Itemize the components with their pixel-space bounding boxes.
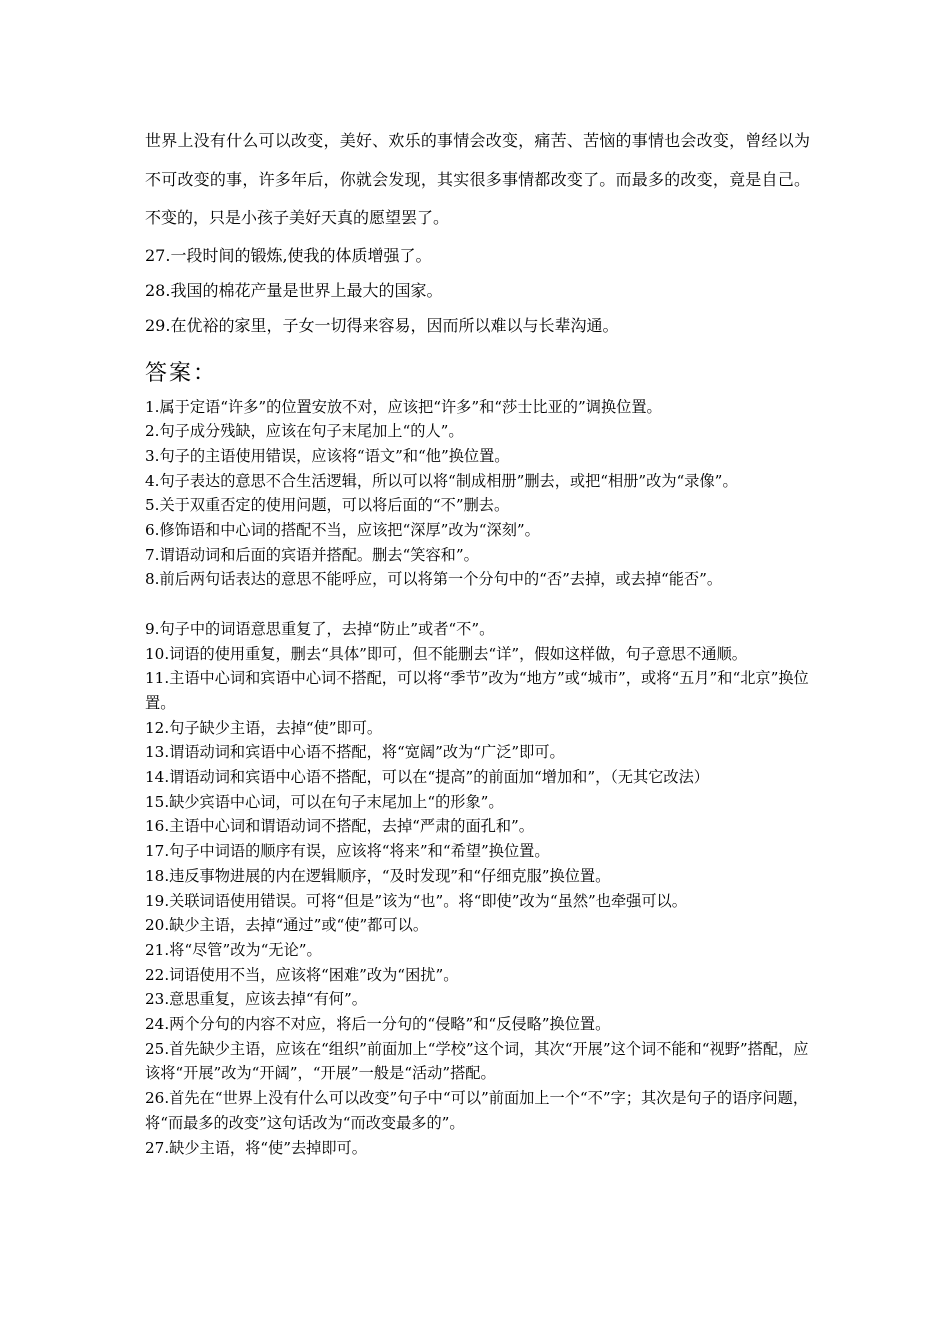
answer-item: 27.缺少主语，将“使”去掉即可。 xyxy=(145,1138,367,1157)
answer-item: 11.主语中心词和宾语中心词不搭配，可以将“季节”改为“地方”或“城市”，或将“五月”和“北京”换位置。 xyxy=(145,669,809,712)
intro-section xyxy=(145,122,810,238)
answer-item: 7.谓语动词和后面的宾语并搭配。删去“笑容和”。 xyxy=(145,545,479,564)
answer-item: 20.缺少主语，去掉“通过”或“使”都可以。 xyxy=(145,916,429,935)
answer-item: 22.词语使用不当，应该将“困难”改为“困扰”。 xyxy=(145,965,459,984)
answer-item: 6.修饰语和中心词的搭配不当，应该把“深厚”改为“深刻”。 xyxy=(145,521,540,540)
answer-item: 26.首先在“世界上没有什么可以改变”句子中“可以”前面加上一个“不”字；其次是句子的语序问题，将“而最多的改变”这句话改为“而改变最多的”。 xyxy=(145,1089,809,1132)
questions-list xyxy=(145,238,810,343)
answer-item: 5.关于双重否定的使用问题，可以将后面的“不”删去。 xyxy=(145,496,510,515)
answer-item: 13.谓语动词和宾语中心语不搭配，将“宽阔”改为“广泛”即可。 xyxy=(145,743,565,762)
answers-list xyxy=(145,395,810,1161)
answer-item: 2.句子成分残缺，应该在句子末尾加上“的人”。 xyxy=(145,422,464,441)
answer-item: 18.违反事物进展的内在逻辑顺序，“及时发现”和“仔细克服”换位置。 xyxy=(145,866,611,885)
answer-heading: 答案： xyxy=(145,360,218,386)
answer-item: 24.两个分句的内容不对应，将后一分句的“侵略”和“反侵略”换位置。 xyxy=(145,1015,611,1034)
answer-item: 4.句子表达的意思不合生活逻辑，所以可以将“制成相册”删去，或把“相册”改为“录像”。 xyxy=(145,471,738,490)
answer-item: 10.词语的使用重复，删去“具体”即可，但不能删去“详”，假如这样做，句子意思不通顺。 xyxy=(145,644,747,663)
paragraph-gap xyxy=(145,592,810,617)
answer-item: 12.句子缺少主语，去掉“使”即可。 xyxy=(145,718,383,737)
question-item: 29.在优裕的家里，子女一切得来容易，因而所以难以与长辈沟通。 xyxy=(145,315,619,335)
answer-item: 3.句子的主语使用错误，应该将“语文”和“他”换位置。 xyxy=(145,446,510,465)
intro-paragraph: 世界上没有什么可以改变，美好、欢乐的事情会改变，痛苦、苦恼的事情也会改变，曾经以为不可改变的事，许多年后，你就会发现，其实很多事情都改变了。而最多的改变，竟是自己。不变的，只是小孩子美好天真的愿望罢了。 xyxy=(145,131,810,227)
answer-item: 17.句子中词语的顺序有误，应该将“将来”和“希望”换位置。 xyxy=(145,842,550,861)
answer-item: 15.缺少宾语中心词，可以在句子末尾加上“的形象”。 xyxy=(145,792,504,811)
answer-item: 14.谓语动词和宾语中心语不搭配，可以在“提高”的前面加“增加和”，（无其它改法） xyxy=(145,768,709,787)
document-page xyxy=(145,122,810,1160)
question-item: 27.一段时间的锻炼,使我的体质增强了。 xyxy=(145,245,432,265)
question-item: 28.我国的棉花产量是世界上最大的国家。 xyxy=(145,280,443,300)
answer-item: 23.意思重复，应该去掉“有何”。 xyxy=(145,990,367,1009)
answer-item: 16.主语中心词和谓语动词不搭配，去掉“严肃的面孔和”。 xyxy=(145,817,534,836)
answer-item: 21.将“尽管”改为“无论”。 xyxy=(145,940,322,959)
answer-item: 1.属于定语“许多”的位置安放不对，应该把“许多”和“莎士比亚的”调换位置。 xyxy=(145,397,662,416)
answer-item: 8.前后两句话表达的意思不能呼应，可以将第一个分句中的“否”去掉，或去掉“能否”。 xyxy=(145,570,723,589)
answer-item: 25.首先缺少主语，应该在“组织”前面加上“学校”这个词，其次“开展”这个词不能和“视野”搭配，应该将“开展”改为“开阔”，“开展”一般是“活动”搭配。 xyxy=(145,1039,809,1083)
answer-item: 19.关联词语使用错误。可将“但是”该为“也”。将“即使”改为“虽然”也牵强可以。 xyxy=(145,891,687,910)
answer-item: 9.句子中的词语意思重复了，去掉“防止”或者“不”。 xyxy=(145,619,495,638)
